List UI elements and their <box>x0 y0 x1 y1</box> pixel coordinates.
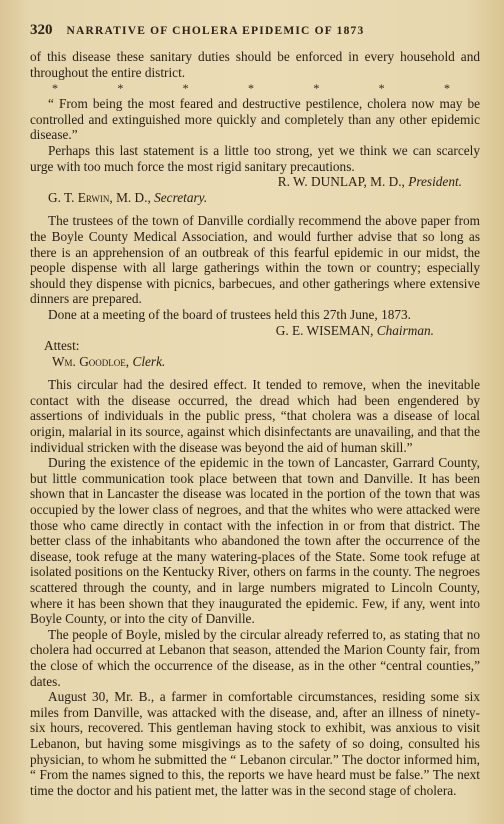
signatory-name: G. E. WISEMAN, <box>275 322 374 338</box>
signatory-name: R. W. DUNLAP, M. D., <box>277 174 405 190</box>
signature-president <box>30 174 480 190</box>
signatory-name: G. T. Erwin, M. D., <box>48 189 151 205</box>
signature-clerk <box>30 354 480 370</box>
signatory-title: Clerk. <box>132 353 166 369</box>
star: * <box>378 81 385 96</box>
attest-label: Attest: <box>44 338 80 354</box>
paragraph: August 30, Mr. B., a farmer in comfortable circumstances, residing some six miles from Danville, was attacked with the disease, and, after an illness of ninety-six hours, recovered. This gentleman having stock to exhibit, was anxious to visit Lebanon, but having some misgivings as to the safety of so doing, consulted his physician, to whom he submitted the “ Lebanon circular.” The doctor informed him, “ From the names signed to this, the reports we have heard must be false.” The next time the doctor and his patient met, the latter was in the second stage of cholera. <box>30 689 480 798</box>
quotation: “ From being the most feared and destructive pestilence, cholera now may be controlled and extinguished more quickly and completely than any other epidemic disease.” <box>30 96 480 143</box>
page-number: 320 <box>30 22 53 38</box>
page-header <box>30 22 480 39</box>
star: * <box>117 81 124 96</box>
signature-secretary <box>30 190 480 206</box>
star: * <box>182 81 189 96</box>
star: * <box>313 81 320 96</box>
running-title: NARRATIVE OF CHOLERA EPIDEMIC OF 1873 <box>66 25 365 37</box>
paragraph: The people of Boyle, misled by the circular already referred to, as stating that no cholera had occurred at Lebanon that season, attended the Marion County fair, from the close of which the occurrence of the disease, as in the other “central counties,” dates. <box>30 626 480 689</box>
signatory-title: Secretary. <box>154 189 208 205</box>
paragraph: During the existence of the epidemic in the town of Lancaster, Garrard County, but little communication took place between that town and Danville. It has been shown that in Lancaster the disease was located in the portion of the town that was occupied by the lower class of negroes, and that the whites who were attacked were those who came directly in contact with the infection in or from that district. The better class of the inhabitants who abandoned the town after the occurrence of the disease, took refuge at the many watering-places of the State. Some took refuge at isolated positions on the Kentucky River, others on farms in the county. The negroes scattered through the county, and in large numbers migrated to Lincoln County, where it has been shown that they inaugurated the epidemic. Few, if any, went into Boyle County, or into the city of Danville. <box>30 455 480 627</box>
star: * <box>52 81 58 96</box>
paragraph: The trustees of the town of Danville cordially recommend the above paper from the Boyle County Medical Association, and would further advise that so long as there is an apprehension of an outbreak of this fearful epidemic in our midst, the people dispense with all large gatherings within the town or country; especially should they dispense with picnics, barbecues, and other gatherings where extensive dinners are prepared. <box>30 213 480 307</box>
signatory-title: President. <box>408 174 462 190</box>
ellipsis-stars <box>30 80 480 96</box>
signature-chairman <box>30 323 480 339</box>
signatory-name: Wm. Goodloe, <box>52 353 130 369</box>
paragraph: of this disease these sanitary duties should be enforced in every household and throughout the entire district. <box>30 49 480 80</box>
star: * <box>247 81 254 96</box>
signatory-title: Chairman. <box>376 322 434 338</box>
paragraph: This circular had the desired effect. It tended to remove, when the inevitable contact with the disease occurred, the dread which had been engendered by assertions of individuals in the public press, “that cholera was a disease of local origin, malarial in its source, against which disinfectants are unavailing, and that the individual stricken with the disease was beyond the aid of human skill.” <box>30 377 480 455</box>
paragraph: Done at a meeting of the board of trustees held this 27th June, 1873. <box>48 306 411 322</box>
star: * <box>443 81 450 96</box>
paragraph: Perhaps this last statement is a little too strong, yet we think we can scarcely urge with too much force the most rigid sanitary precautions. <box>30 142 480 174</box>
